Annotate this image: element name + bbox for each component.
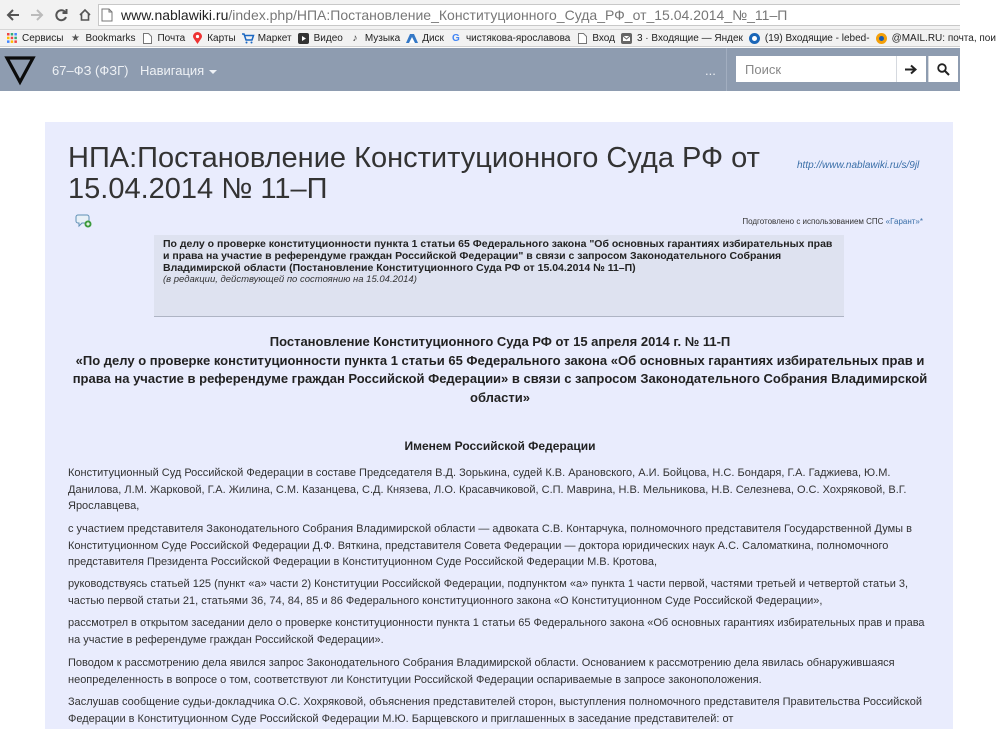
document-subheading: Именем Российской Федерации	[404, 439, 596, 453]
go-button[interactable]	[896, 56, 926, 82]
paragraph: с участием представителя Законодательного Собрания Владимирской области — адвоката С.В. Контарчука, полномочного представителя Государственной Думы в Конституционном Суде Российской Федерации Д.Ф. Вяткина, представителя Совета Федерации — доктора юридических наук А.С. Саломаткина, полномочного представителя Президента Российской Федерации в Конституционном Суде Российской Федерации М.В. Кротова,	[68, 523, 912, 568]
bookmark-maps[interactable]: Карты	[191, 32, 236, 44]
bookmark-market[interactable]: Маркет	[242, 32, 292, 44]
reload-button[interactable]	[50, 4, 72, 26]
summary-title: По делу о проверке конституционности пункта 1 статьи 65 Федерального закона "Об основных гарантиях избирательных прав и права на участие в референдуме граждан Российской Федерации" в связи с запросом Законодательного Собрания Владимирской области (Постановление Конституционного Суда РФ от 15.04.2014 № 11–П)	[163, 238, 833, 274]
bookmark-music[interactable]: ♪ Музыка	[349, 32, 400, 44]
search-input[interactable]	[736, 56, 896, 82]
home-button[interactable]	[74, 4, 96, 26]
site-navbar	[0, 48, 960, 91]
google-icon: G	[452, 32, 460, 44]
bookmark-services[interactable]: Сервисы	[6, 32, 63, 44]
content-area	[45, 122, 953, 729]
back-arrow-icon	[6, 8, 20, 22]
mailru-icon	[876, 32, 888, 44]
summary-revision: (в редакции, действующей по состоянию на 15.04.2014)	[163, 274, 417, 285]
bookmark-yandex-inbox[interactable]: 3 · Входящие — Яндек	[621, 32, 743, 44]
bookmark-mailru[interactable]: @MAIL.RU: почта, пои	[876, 32, 996, 44]
page-icon	[141, 32, 153, 44]
paragraph: руководствуясь статьей 125 (пункт «а» части 2) Конституции Российской Федерации, подпунктом «а» пункта 1 части первой, частями третьей и четвертой статьи 3, частью первой статьи 21, статьями 36, 74, 84, 85 и 86 Федерального конституционного закона «О Конституционном Суде Российской Федерации»,	[68, 578, 909, 607]
bookmarks-bar	[0, 30, 996, 47]
arrow-right-icon	[905, 64, 918, 75]
document-heading-line-1: Постановление Конституционного Суда РФ от 15 апреля 2014 г. № 11-П	[269, 334, 731, 349]
page-icon	[101, 8, 117, 22]
star-icon: ★	[70, 32, 80, 44]
document-heading-line-2: «По делу о проверке конституционности пункта 1 статьи 65 Федерального закона «Об основных гарантиях избирательных прав и права на участие в референдуме граждан Российской Федерации» в связи с запросом Законодательного Собрания Владимирской области»	[72, 352, 928, 405]
bookmark-login[interactable]: Вход	[576, 32, 615, 44]
reload-icon	[54, 8, 68, 22]
apps-icon	[6, 32, 18, 44]
navigation-menu[interactable]: Навигация	[140, 63, 217, 78]
url-path: /index.php/НПА:Постановление_Конституционного_Суда_РФ_от_15.04.2014_№_11–П	[228, 7, 788, 23]
page-icon	[576, 32, 588, 44]
disk-icon	[406, 32, 418, 44]
search-button[interactable]	[928, 56, 958, 82]
cart-icon	[242, 32, 254, 44]
bookmark-disk[interactable]: Диск	[406, 32, 444, 44]
bookmark-bookmarks[interactable]: ★ Bookmarks	[70, 32, 136, 44]
back-button[interactable]	[2, 4, 24, 26]
more-menu[interactable]: ...	[705, 63, 716, 78]
search-icon	[937, 63, 950, 76]
site-link[interactable]: 67–ФЗ (ФЗГ)	[52, 63, 129, 78]
garant-note: Подготовлено с использованием СПС «Гарант»*	[742, 217, 923, 226]
bookmark-video[interactable]: Видео	[298, 32, 343, 44]
mail-icon	[749, 32, 761, 44]
forward-button[interactable]	[26, 4, 48, 26]
play-icon	[298, 32, 310, 44]
address-bar[interactable]	[98, 4, 960, 26]
browser-toolbar	[0, 0, 960, 30]
nabla-logo-icon[interactable]	[4, 54, 36, 86]
url-host: www.nablawiki.ru	[121, 7, 229, 23]
document-summary-box	[154, 235, 844, 317]
bookmark-mail[interactable]: Почта	[141, 32, 185, 44]
garant-link[interactable]: «Гарант»*	[885, 217, 923, 226]
short-link[interactable]: http://www.nablawiki.ru/s/9jl	[797, 160, 920, 171]
mail-icon	[621, 32, 633, 44]
chat-bubble-icon[interactable]	[76, 214, 92, 228]
navbar-divider	[726, 48, 727, 91]
caret-down-icon	[209, 70, 217, 74]
forward-arrow-icon	[30, 8, 44, 22]
document-heading	[65, 333, 935, 407]
paragraph: Поводом к рассмотрению дела явился запрос Законодательного Собрания Владимирской области. Основанием к рассмотрению дела явилась обнаружившаяся неопределенность в вопросе о том, соответствуют ли Конституции Российской Федерации оспариваемые в запросе законоположения.	[68, 657, 895, 686]
bookmark-google[interactable]: G чистякова-ярославова	[450, 32, 570, 44]
bookmark-lebed-inbox[interactable]: (19) Входящие - lebed-	[749, 32, 870, 44]
music-icon: ♪	[352, 32, 358, 44]
home-icon	[78, 8, 92, 22]
paragraph: рассмотрел в открытом заседании дело о проверке конституционности пункта 1 статьи 65 Федерального закона «Об основных гарантиях избирательных прав и права на участие в референдуме граждан Российской Федерации».	[68, 617, 925, 646]
page-title: НПА:Постановление Конституционного Суда РФ от 15.04.2014 № 11–П	[68, 142, 760, 206]
map-pin-icon	[191, 32, 203, 44]
paragraph: Конституционный Суд Российской Федерации в составе Председателя В.Д. Зорькина, судей К.В. Арановского, А.И. Бойцова, Н.С. Бондаря, Г.А. Гаджиева, Ю.М. Данилова, Л.М. Жарковой, Г.А. Жилина, С.М. Казанцева, С.Д. Князева, Л.О. Красавчиковой, С.П. Маврина, Н.В. Мельникова, Н.В. Селезнева, О.С. Хохряковой, В.Г. Ярославцева,	[68, 467, 907, 512]
paragraph: Заслушав сообщение судьи-докладчика О.С. Хохряковой, объяснения представителей сторон, выступления полномочного представителя Правительства Российской Федерации в Конституционном Суде Российской Федерации М.Ю. Барщевского и приглашенных в заседание представителей: от	[68, 696, 922, 725]
